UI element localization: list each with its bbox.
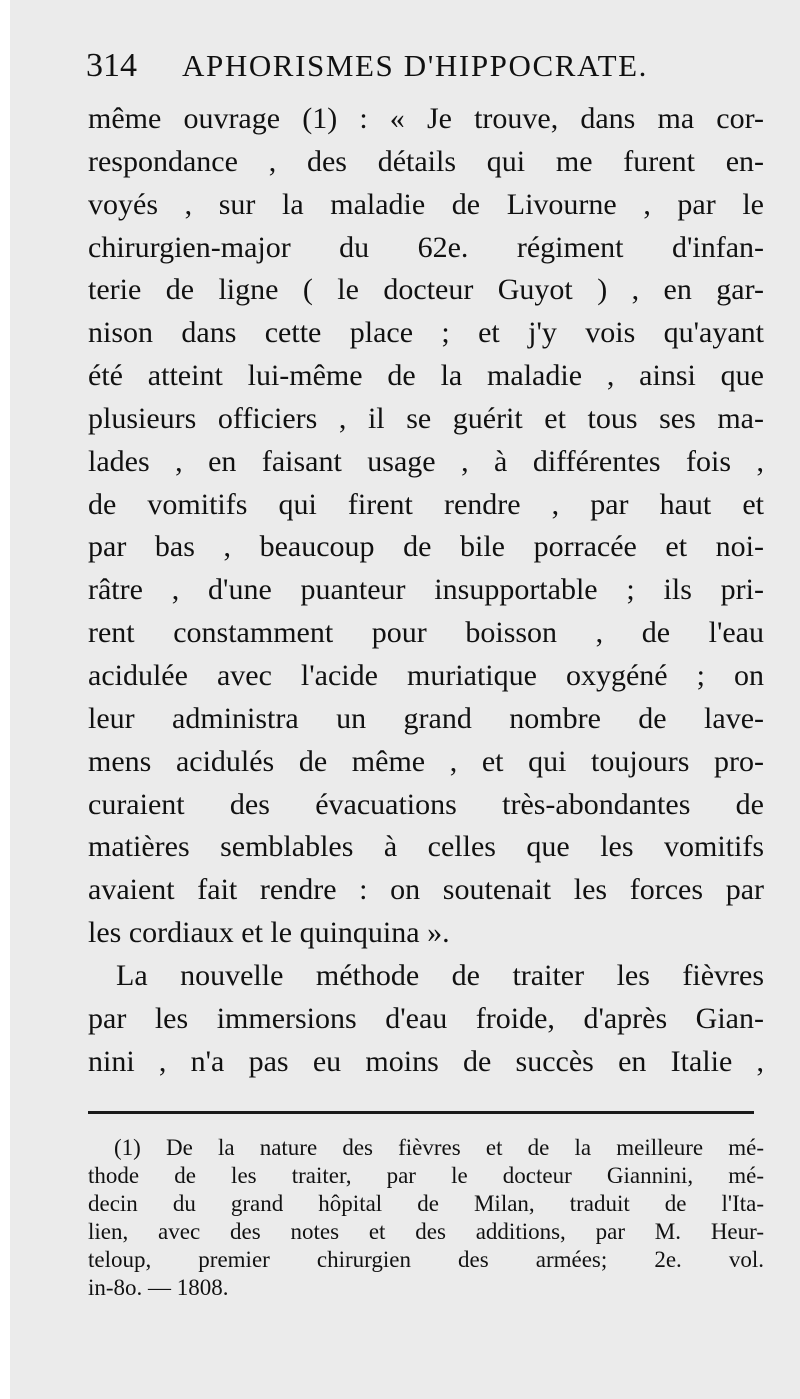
running-title: APHORISMES D'HIPPOCRATE.: [182, 48, 649, 83]
footnote-line: decin du grand hôpital de Milan, traduit de l'Ita-: [88, 1191, 764, 1216]
text-line: par bas , beaucoup de bile porracée et noi-: [88, 530, 764, 564]
text-line: rent constamment pour boisson , de l'eau: [88, 616, 764, 650]
text-line: même ouvrage (1) : « Je trouve, dans ma cor-: [88, 102, 764, 135]
text-line: avaient fait rendre : on soutenait les forces par: [88, 873, 764, 907]
text-line: nini , n'a pas eu moins de succès en Italie ,: [88, 1044, 764, 1078]
footnote-line: thode de les traiter, par le docteur Giannini, mé-: [88, 1163, 764, 1188]
text-line: de vomitifs qui firent rendre , par haut et: [88, 487, 764, 521]
text-line: été atteint lui-même de la maladie , ainsi que: [88, 359, 764, 393]
footnote: [88, 1134, 764, 1302]
footnote-line: lien, avec des notes et des additions, par M. Heur-: [88, 1219, 764, 1244]
scan-margin: [0, 0, 10, 1399]
text-line: lades , en faisant usage , à différentes fois ,: [88, 444, 764, 478]
page-header: [86, 44, 766, 88]
text-line: matières semblables à celles que les vomitifs: [88, 830, 764, 864]
text-line: chirurgien-major du 62e. régiment d'infan-: [88, 230, 764, 264]
footnote-line: (1) De la nature des fièvres et de la meilleure mé-: [114, 1135, 764, 1160]
text-line: acidulée avec l'acide muriatique oxygéné ; on: [88, 658, 764, 692]
text-line: La nouvelle méthode de traiter les fièvres: [116, 958, 764, 992]
text-line: leur administra un grand nombre de lave-: [88, 701, 764, 735]
text-line: curaient des évacuations très-abondantes de: [88, 787, 764, 821]
footnote-rule: [88, 1111, 754, 1114]
text-line: râtre , d'une puanteur insupportable ; ils pri-: [88, 573, 764, 607]
text-line: plusieurs officiers , il se guérit et tous ses ma-: [88, 401, 764, 435]
text-line: par les immersions d'eau froide, d'après Gian-: [88, 1001, 764, 1035]
text-line: terie de ligne ( le docteur Guyot ) , en gar-: [88, 273, 764, 307]
paragraph-end-line: les cordiaux et le quinquina ».: [88, 916, 450, 950]
footnote-line: in-8o. — 1808.: [88, 1275, 229, 1300]
page-number: 314: [86, 47, 137, 84]
text-line: nison dans cette place ; et j'y vois qu'ayant: [88, 316, 764, 350]
footnote-line: teloup, premier chirurgien des armées; 2e. vol.: [88, 1247, 764, 1272]
text-line: voyés , sur la maladie de Livourne , par le: [88, 187, 764, 221]
body-text: [88, 98, 764, 1083]
text-line: mens acidulés de même , et qui toujours pro-: [88, 744, 764, 778]
text-line: respondance , des détails qui me furent en-: [88, 144, 764, 178]
